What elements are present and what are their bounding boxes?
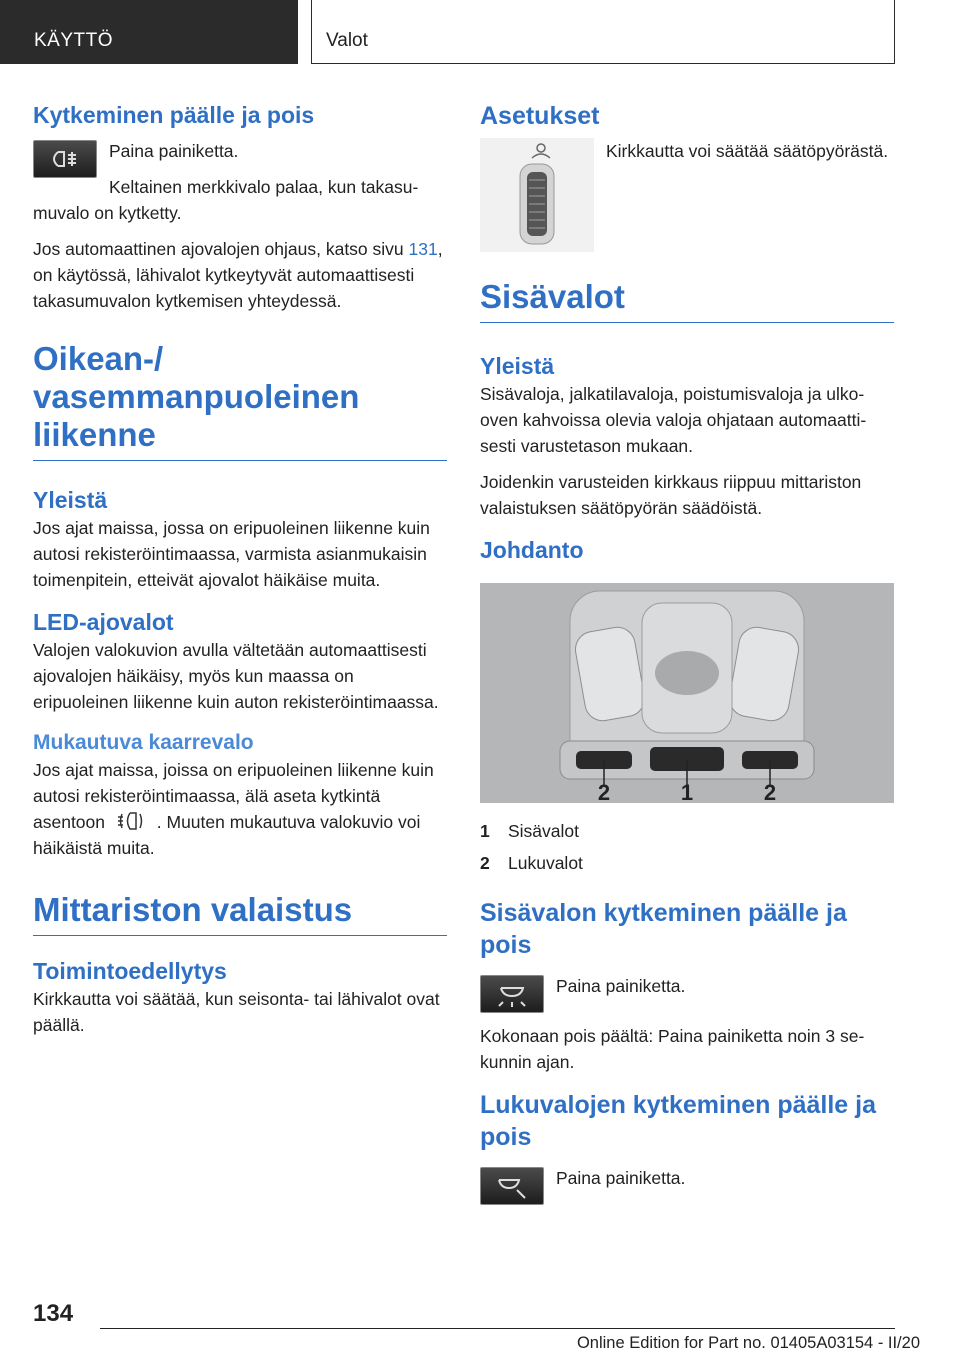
header-title-box xyxy=(311,0,895,64)
header-section-label: KÄYTTÖ xyxy=(34,30,114,51)
text-adaptive-a: Jos ajat maissa, joissa on eripuoleinen liikenne kuin autosi rekisteröintimaassa, älä aseta kytkintä asentoon xyxy=(33,760,434,832)
header-title: Valot xyxy=(326,30,368,51)
legend-text: Sisävalot xyxy=(508,821,580,841)
paragraph-prereq: Kirkkautta voi säätää, kun seisonta- tai lähivalot ovat päällä. xyxy=(33,989,440,1035)
page-link-131[interactable]: 131 xyxy=(408,239,438,259)
heading-interior: Sisävalot xyxy=(480,262,894,323)
paragraph-full-off: Kokonaan pois päältä: Paina painiketta noin 3 sekunnin ajan. xyxy=(480,1026,865,1072)
interior-light-button-image xyxy=(480,975,544,1013)
overhead-console-photo xyxy=(480,583,894,803)
heading-adaptive: Mukautuva kaarrevalo xyxy=(33,731,254,754)
reading-light-button-image xyxy=(480,1167,544,1205)
left-column xyxy=(33,100,447,1048)
brightness-wheel-image xyxy=(480,138,594,252)
rear-fog-light-icon xyxy=(34,141,96,177)
heading-general-right: Yleistä xyxy=(480,353,555,379)
paragraph-settings: Kirkkautta voi säätää säätöpyörästä. xyxy=(606,141,889,161)
heading-on-off: Kytkeminen päälle ja pois xyxy=(33,102,315,128)
footer-rule xyxy=(100,1328,895,1329)
legend-number: 1 xyxy=(480,821,490,841)
text-auto-a: Jos automaattinen ajovalojen ohjaus, katso sivu xyxy=(33,239,409,259)
right-column xyxy=(480,100,894,1211)
paragraph-indicator: Keltainen merkkivalo palaa, kun takasumuvalo on kytketty. xyxy=(33,177,419,223)
paragraph-led: Valojen valokuvion avulla vältetään automaattisesti ajovalojen häikäisy, myös kun maassa on eripuoleinen liikenne kuin auton rekisteröintimaassa. xyxy=(33,640,439,712)
heading-traffic: Oikean-/ vasemmanpuoleinen liikenne xyxy=(33,340,447,461)
paragraph-traffic: Jos ajat maissa, jossa on eripuoleinen liikenne kuin autosi rekisteröintimaassa, varmista asianmukaisin toimenpitein, etteivät ajovalot häikäise muita. xyxy=(33,518,430,590)
legend-item-1 xyxy=(480,815,894,847)
legend-item-2 xyxy=(480,847,894,879)
thumbwheel-icon xyxy=(480,138,594,252)
paragraph-press-reading: Paina painiketta. xyxy=(556,1168,686,1188)
heading-intro: Johdanto xyxy=(480,537,584,563)
header-section-tab xyxy=(0,0,298,64)
fog-light-button-image xyxy=(33,140,97,178)
heading-instrument: Mittariston valaistus xyxy=(33,891,447,936)
interior-light-icon xyxy=(481,976,543,1012)
legend-number: 2 xyxy=(480,853,490,873)
heading-interior-onoff: Sisävalon kytkeminen päälle ja pois xyxy=(480,899,847,959)
reading-light-icon xyxy=(481,1168,543,1204)
text-adaptive-b: . Muuten mukautuva valokuvio voi häikäistä muita. xyxy=(33,812,421,858)
heading-led: LED-ajovalot xyxy=(33,609,174,635)
paragraph-adaptive xyxy=(33,757,447,861)
paragraph-auto xyxy=(33,236,447,314)
paragraph-interior-general: Sisävaloja, jalkatilavaloja, poistumisvaloja ja ulkooven kahvoissa olevia valoja ohjataan automaattisesti varustetason mukaan. xyxy=(480,384,867,456)
legend-text: Lukuvalot xyxy=(508,853,583,873)
paragraph-press: Paina painiketta. xyxy=(109,141,239,161)
heading-reading: Lukuvalojen kytkeminen päälle ja pois xyxy=(480,1091,876,1151)
page-number: 134 xyxy=(33,1300,74,1327)
heading-settings: Asetukset xyxy=(480,102,600,130)
photo-label-center: 1 xyxy=(680,780,694,803)
adaptive-light-icon xyxy=(116,810,146,832)
photo-label-left: 2 xyxy=(597,780,611,803)
paragraph-interior-brightness: Joidenkin varusteiden kirkkaus riippuu mittariston valaistuksen säätöpyörän säädöistä. xyxy=(480,472,862,518)
footer-edition: Online Edition for Part no. 01405A03154 - II/20 xyxy=(576,1334,920,1352)
paragraph-press-interior: Paina painiketta. xyxy=(556,976,686,996)
heading-prereq: Toimintoedellytys xyxy=(33,958,227,984)
text-auto-b: , on käytössä, lähivalot kytkeytyvät automaattisesti takasumuvalon kytkemisen yhteydessä. xyxy=(33,239,443,311)
heading-general: Yleistä xyxy=(33,487,108,513)
photo-label-right: 2 xyxy=(763,780,777,803)
